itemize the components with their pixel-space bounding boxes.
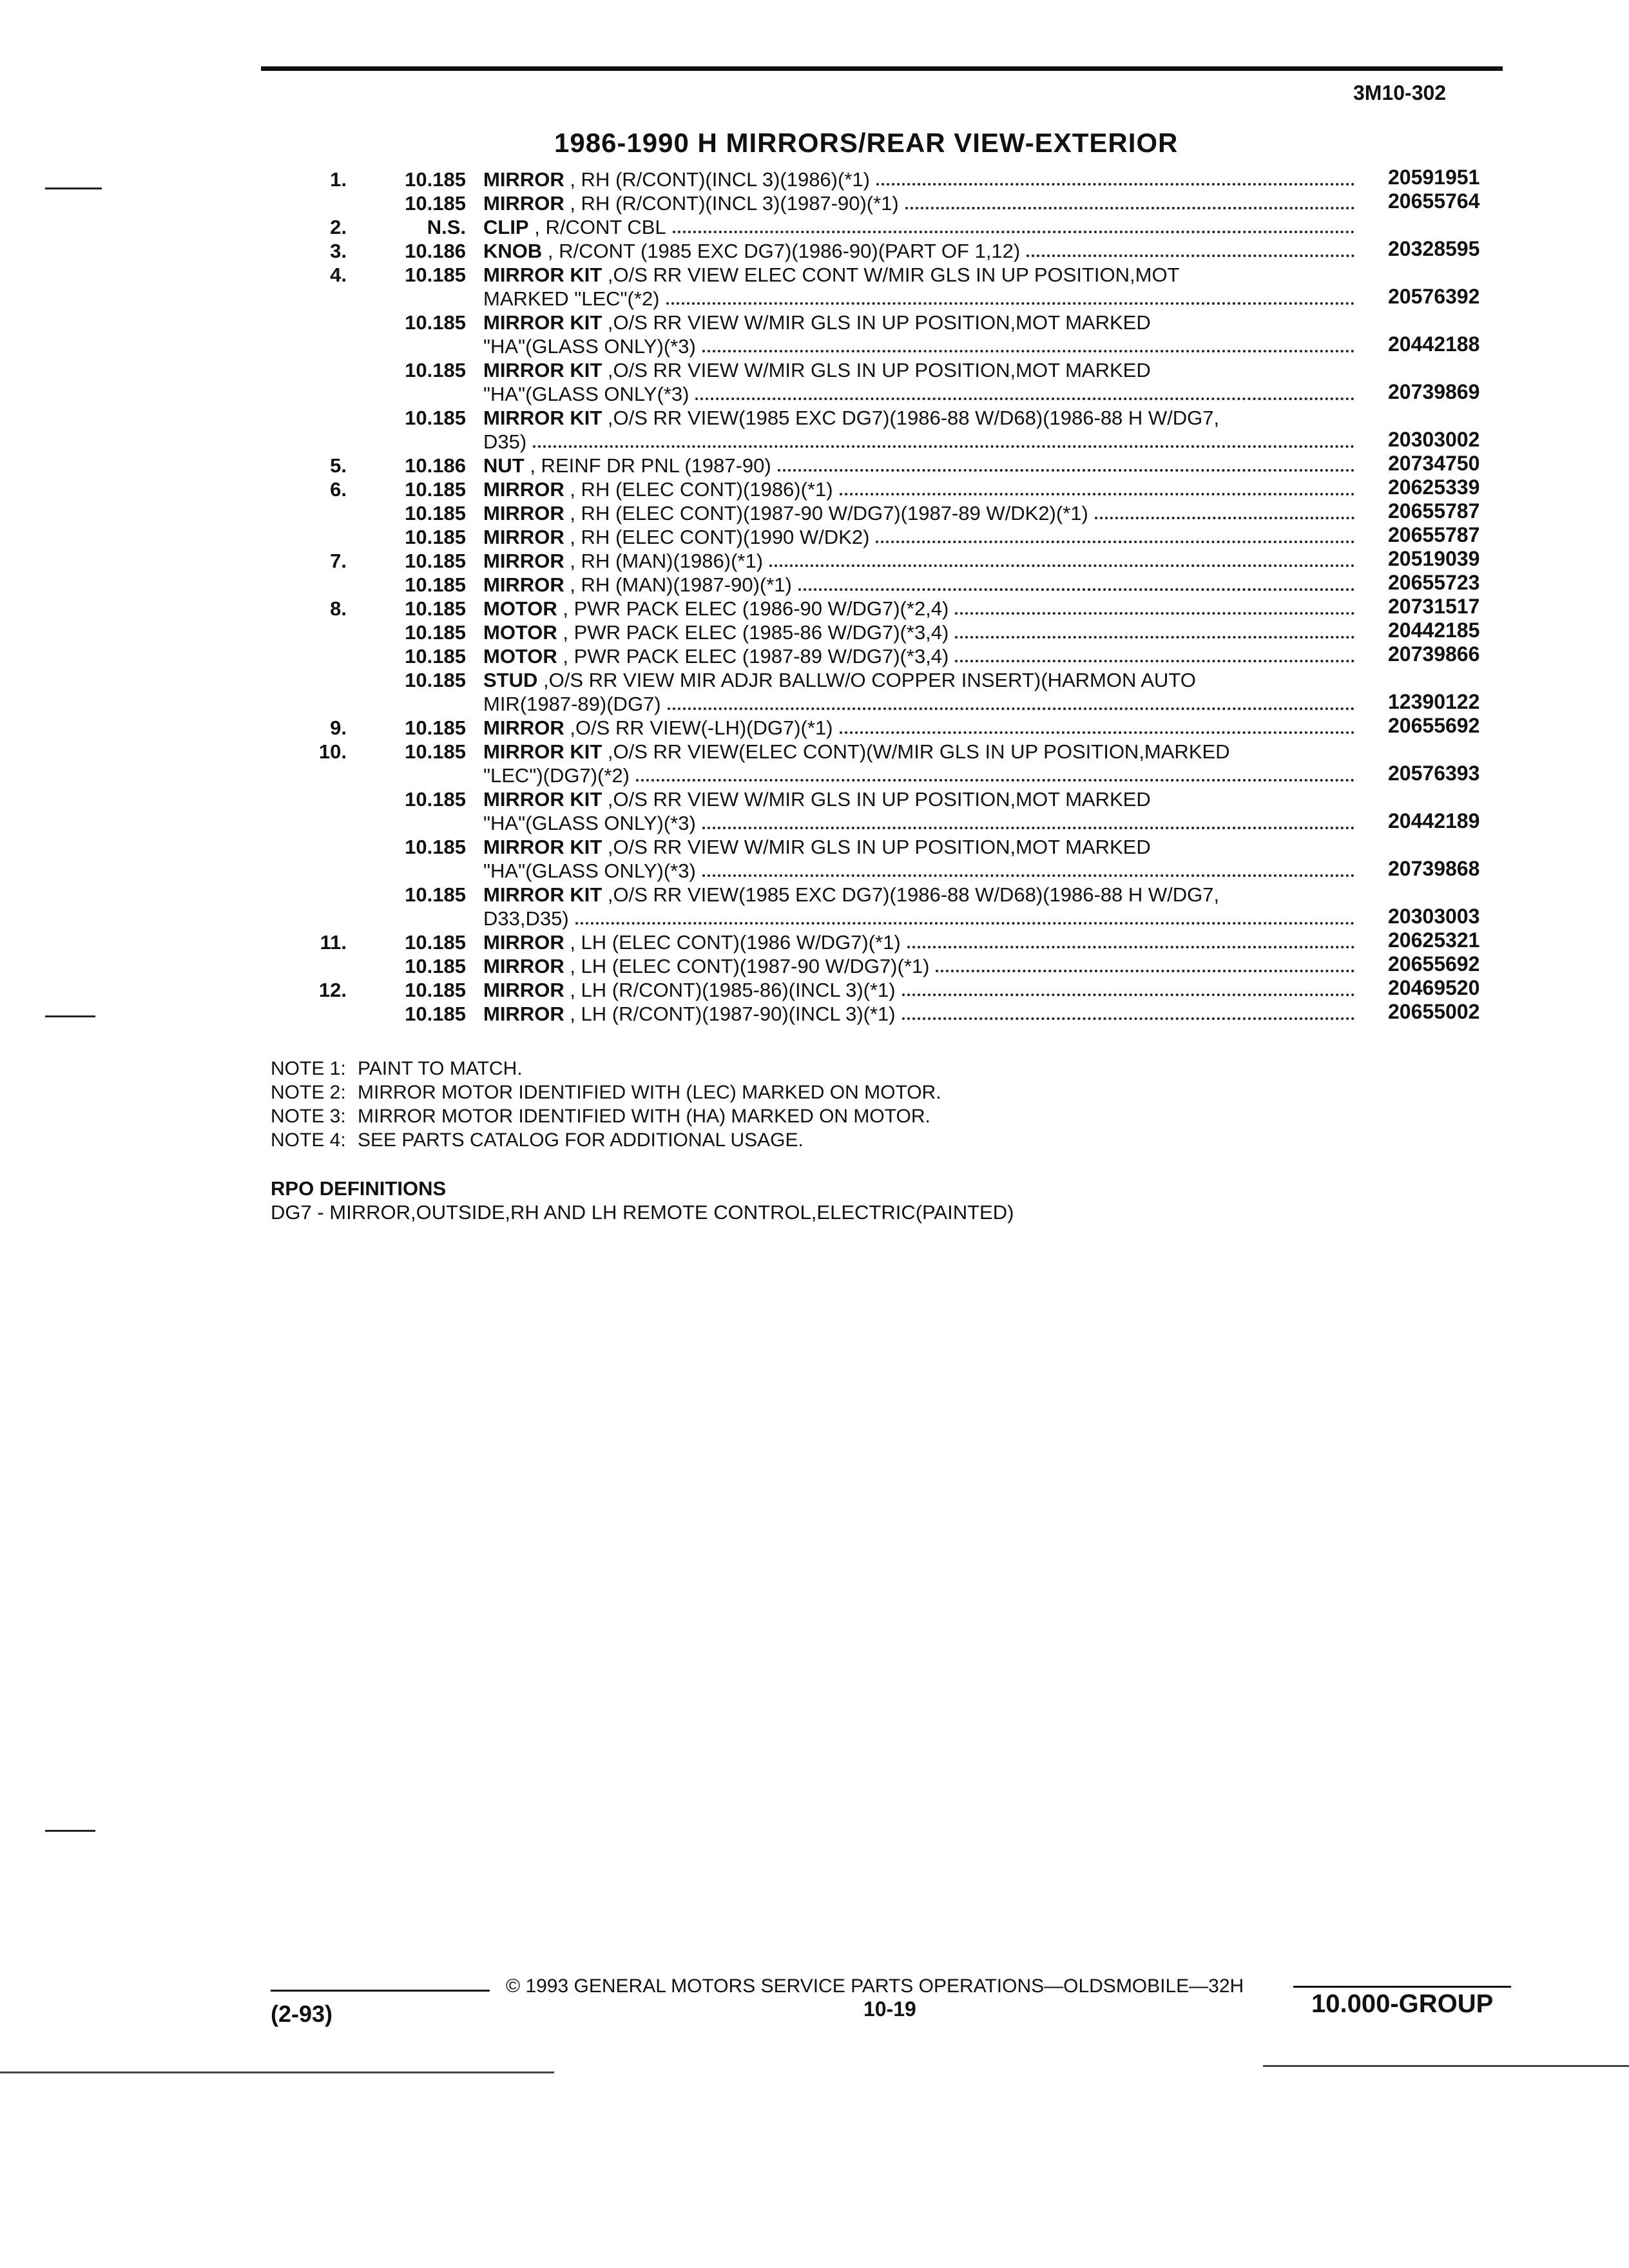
part-description (483, 716, 1360, 740)
part-row (0, 666, 1629, 690)
part-name: MIRROR (483, 931, 564, 954)
part-row (0, 928, 1629, 952)
part-description (483, 931, 1360, 954)
part-description (483, 478, 1360, 501)
rpo-section (271, 1177, 1014, 1224)
part-row (0, 428, 1629, 452)
part-row (0, 642, 1629, 666)
part-description (483, 264, 1180, 287)
part-row (0, 452, 1629, 476)
rpo-definition: DG7 - MIRROR,OUTSIDE,RH AND LH REMOTE CONTROL,ELECTRIC(PAINTED) (271, 1201, 1014, 1224)
part-number: 20328595 (1388, 237, 1480, 260)
part-number: 20655002 (1388, 1000, 1480, 1023)
group-number: N.S. (427, 216, 466, 238)
footer-rule-right (1293, 1986, 1511, 1988)
part-detail: ,O/S RR VIEW(1985 EXC DG7)(1986-88 W/D68)(1986-88 H W/DG7, (602, 407, 1220, 429)
part-detail: , PWR PACK ELEC (1986-90 W/DG7)(*2,4) (557, 597, 949, 620)
part-detail: , R/CONT (1985 EXC DG7)(1986-90)(PART OF 1,12) (542, 240, 1021, 262)
group-number: 10.185 (405, 931, 466, 954)
part-name: MIRROR (483, 192, 564, 215)
part-detail: "HA"(GLASS ONLY)(*3) (483, 812, 696, 834)
group-number: 10.185 (405, 407, 466, 429)
part-number: 20576392 (1388, 285, 1480, 308)
page-number: 10-19 (863, 1997, 916, 2021)
part-description (483, 550, 1360, 573)
dot-leader (778, 454, 1354, 472)
part-name: KNOB (483, 240, 543, 262)
part-detail: , PWR PACK ELEC (1985-86 W/DG7)(*3,4) (557, 621, 949, 644)
part-detail: ,O/S RR VIEW(1985 EXC DG7)(1986-88 W/D68)(1986-88 H W/DG7, (602, 883, 1220, 906)
part-row (0, 976, 1629, 1000)
part-number: 20442185 (1388, 619, 1480, 642)
note (271, 1128, 941, 1152)
page-title: 1986-1990 H MIRRORS/REAR VIEW-EXTERIOR (554, 128, 1179, 158)
part-detail: "LEC")(DG7)(*2) (483, 764, 630, 787)
group-number: 10.185 (405, 740, 466, 763)
part-detail: , R/CONT CBL (528, 216, 666, 238)
note (271, 1057, 941, 1081)
part-name: MOTOR (483, 621, 557, 644)
part-name: MOTOR (483, 597, 557, 620)
part-detail: , RH (ELEC CONT)(1987-90 W/DG7)(1987-89 W/DK2)(*1) (564, 502, 1088, 524)
part-detail: , PWR PACK ELEC (1987-89 W/DG7)(*3,4) (557, 645, 949, 668)
group-number: 10.185 (405, 168, 466, 191)
group-number: 10.185 (405, 597, 466, 620)
part-description (483, 907, 1360, 930)
part-name: MIRROR (483, 955, 564, 977)
bottom-edge-line (0, 2071, 554, 2073)
part-row (0, 952, 1629, 976)
part-description (483, 192, 1360, 215)
part-detail: ,O/S RR VIEW W/MIR GLS IN UP POSITION,MOT MARKED (602, 359, 1151, 381)
part-number: 20303003 (1388, 905, 1480, 928)
group-number: 10.186 (405, 454, 466, 477)
group-number: 10.185 (405, 883, 466, 906)
part-name: MIRROR (483, 502, 564, 524)
dot-leader (1027, 240, 1354, 257)
part-detail: "HA"(GLASS ONLY)(*3) (483, 335, 696, 358)
dot-leader (702, 860, 1354, 877)
note-label: NOTE 1: (271, 1058, 346, 1079)
part-number: 20576393 (1388, 762, 1480, 785)
part-detail: ,O/S RR VIEW(ELEC CONT)(W/MIR GLS IN UP POSITION,MARKED (602, 740, 1230, 763)
note-text: MIRROR MOTOR IDENTIFIED WITH (HA) MARKED ON MOTOR. (358, 1106, 930, 1127)
dot-leader (905, 192, 1354, 209)
group-label: 10.000-GROUP (1311, 1990, 1494, 2018)
note-label: NOTE 4: (271, 1129, 346, 1151)
part-name: MIRROR (483, 979, 564, 1001)
ref-number: 4. (330, 264, 347, 286)
group-number: 10.185 (405, 836, 466, 858)
dot-leader (907, 931, 1354, 948)
dot-leader (902, 1003, 1354, 1020)
part-row (0, 1000, 1629, 1024)
footer-rule-left (271, 1990, 490, 1992)
part-name: MIRROR KIT (483, 836, 602, 858)
part-number: 20734750 (1388, 452, 1480, 475)
part-description (483, 979, 1360, 1002)
part-detail: ,O/S RR VIEW ELEC CONT W/MIR GLS IN UP POSITION,MOT (602, 264, 1180, 286)
dot-leader (936, 955, 1354, 972)
dot-leader (702, 812, 1354, 829)
binder-hole-mark (45, 1015, 95, 1017)
part-description (483, 216, 1360, 239)
part-detail: , LH (ELEC CONT)(1986 W/DG7)(*1) (564, 931, 901, 954)
part-description (483, 1003, 1360, 1026)
ref-number: 2. (330, 216, 347, 238)
part-name: MIRROR KIT (483, 788, 602, 811)
ref-number: 8. (330, 597, 347, 620)
copyright-line: © 1993 GENERAL MOTORS SERVICE PARTS OPERATIONS—OLDSMOBILE—32H (506, 1975, 1244, 1997)
group-number: 10.186 (405, 240, 466, 262)
part-row (0, 309, 1629, 332)
part-detail: "HA"(GLASS ONLY(*3) (483, 383, 689, 405)
part-description (483, 764, 1360, 787)
part-name: MOTOR (483, 645, 557, 668)
part-number: 20442188 (1388, 332, 1480, 356)
date-code: (2-93) (271, 2001, 333, 2027)
part-detail: ,O/S RR VIEW W/MIR GLS IN UP POSITION,MOT MARKED (602, 836, 1151, 858)
part-name: NUT (483, 454, 525, 477)
part-description (483, 430, 1360, 454)
dot-leader (636, 764, 1354, 782)
part-detail: ,O/S RR VIEW MIR ADJR BALLW/O COPPER INSERT)(HARMON AUTO (537, 669, 1196, 691)
part-number: 20655764 (1388, 189, 1480, 213)
group-number: 10.185 (405, 526, 466, 548)
part-row (0, 833, 1629, 857)
part-name: MIRROR (483, 716, 564, 739)
part-row (0, 881, 1629, 905)
part-detail: ,O/S RR VIEW(-LH)(DG7)(*1) (564, 716, 833, 739)
dot-leader (840, 478, 1354, 495)
part-description (483, 335, 1360, 358)
part-number: 20739869 (1388, 380, 1480, 403)
part-detail: , RH (ELEC CONT)(1986)(*1) (564, 478, 833, 501)
dot-leader (876, 526, 1354, 543)
part-detail: , RH (ELEC CONT)(1990 W/DK2) (564, 526, 870, 548)
dot-leader (533, 430, 1354, 448)
part-row (0, 571, 1629, 595)
part-row (0, 619, 1629, 642)
part-row (0, 380, 1629, 404)
group-number: 10.185 (405, 550, 466, 572)
part-detail: , RH (MAN)(1987-90)(*1) (564, 573, 792, 596)
part-description (483, 788, 1151, 811)
ref-number: 11. (320, 931, 347, 954)
part-description (483, 812, 1360, 835)
part-description (483, 955, 1360, 978)
ref-number: 10. (318, 740, 347, 763)
part-number: 20625321 (1388, 928, 1480, 952)
part-row (0, 690, 1629, 714)
part-description (483, 883, 1219, 907)
part-detail: , REINF DR PNL (1987-90) (524, 454, 771, 477)
dot-leader (668, 693, 1354, 710)
part-description (483, 311, 1151, 334)
part-number: 20655787 (1388, 523, 1480, 546)
part-row (0, 905, 1629, 928)
binder-hole-mark (45, 187, 102, 189)
part-name: MIRROR KIT (483, 407, 602, 429)
bottom-edge-line (1263, 2065, 1629, 2067)
part-row (0, 189, 1629, 213)
part-number: 20442189 (1388, 809, 1480, 832)
part-description (483, 502, 1360, 525)
ref-number: 12. (318, 979, 347, 1001)
part-name: MIRROR KIT (483, 311, 602, 334)
part-row (0, 285, 1629, 309)
part-row (0, 523, 1629, 547)
part-name: MIRROR (483, 550, 564, 572)
group-number: 10.185 (405, 669, 466, 691)
dot-leader (955, 621, 1354, 639)
part-row (0, 738, 1629, 762)
group-number: 10.185 (405, 359, 466, 381)
ref-number: 1. (330, 168, 347, 191)
part-description (483, 526, 1360, 549)
dot-leader (955, 645, 1354, 662)
part-description (483, 693, 1360, 716)
part-description (483, 240, 1360, 263)
part-number: 20739868 (1388, 857, 1480, 880)
part-description (483, 836, 1151, 859)
group-number: 10.185 (405, 979, 466, 1001)
ref-number: 3. (330, 240, 347, 262)
note (271, 1104, 941, 1128)
part-name: CLIP (483, 216, 529, 238)
part-detail: MARKED "LEC"(*2) (483, 287, 660, 310)
part-number: 20591951 (1388, 166, 1480, 189)
part-detail: , LH (ELEC CONT)(1987-90 W/DG7)(*1) (564, 955, 930, 977)
part-row (0, 499, 1629, 523)
dot-leader (840, 716, 1354, 734)
part-name: STUD (483, 669, 538, 691)
part-name: MIRROR KIT (483, 883, 602, 906)
note-text: MIRROR MOTOR IDENTIFIED WITH (LEC) MARKED ON MOTOR. (358, 1082, 941, 1103)
part-description (483, 597, 1360, 620)
dot-leader (702, 335, 1354, 352)
dot-leader (1095, 502, 1354, 519)
part-detail: MIR(1987-89)(DG7) (483, 693, 661, 715)
dot-leader (876, 168, 1354, 186)
dot-leader (769, 550, 1354, 567)
dot-leader (695, 383, 1354, 400)
part-number: 20303002 (1388, 428, 1480, 451)
ref-number: 9. (330, 716, 347, 739)
dot-leader (666, 287, 1354, 305)
part-detail: "HA"(GLASS ONLY)(*3) (483, 860, 696, 882)
part-description (483, 287, 1360, 311)
group-number: 10.185 (405, 478, 466, 501)
note-text: SEE PARTS CATALOG FOR ADDITIONAL USAGE. (358, 1129, 804, 1151)
part-name: MIRROR KIT (483, 359, 602, 381)
group-number: 10.185 (405, 502, 466, 524)
part-description (483, 621, 1360, 644)
part-row (0, 547, 1629, 571)
part-row (0, 809, 1629, 833)
part-description (483, 359, 1151, 382)
group-number: 10.185 (405, 1003, 466, 1025)
part-detail: , RH (R/CONT)(INCL 3)(1987-90)(*1) (564, 192, 899, 215)
dot-leader (902, 979, 1354, 996)
part-row (0, 762, 1629, 785)
part-number: 12390122 (1388, 690, 1480, 713)
group-number: 10.185 (405, 311, 466, 334)
part-description (483, 645, 1360, 668)
part-description (483, 740, 1230, 764)
part-number: 20655692 (1388, 714, 1480, 737)
part-description (483, 573, 1360, 597)
part-number: 20519039 (1388, 547, 1480, 570)
note-label: NOTE 3: (271, 1106, 346, 1127)
part-number: 20655692 (1388, 952, 1480, 975)
binder-hole-mark (45, 1830, 95, 1832)
group-number: 10.185 (405, 645, 466, 668)
part-number: 20469520 (1388, 976, 1480, 999)
dot-leader (575, 907, 1354, 925)
part-detail: , LH (R/CONT)(1985-86)(INCL 3)(*1) (564, 979, 896, 1001)
ref-number: 6. (330, 478, 347, 501)
group-number: 10.185 (405, 621, 466, 644)
part-row (0, 237, 1629, 261)
part-row (0, 356, 1629, 380)
part-row (0, 785, 1629, 809)
part-description (483, 860, 1360, 883)
part-name: MIRROR (483, 573, 564, 596)
part-detail: ,O/S RR VIEW W/MIR GLS IN UP POSITION,MOT MARKED (602, 788, 1151, 811)
part-row (0, 332, 1629, 356)
dot-leader (673, 216, 1354, 233)
part-detail: D35) (483, 430, 527, 453)
part-row (0, 261, 1629, 285)
part-row (0, 166, 1629, 189)
notes-section (271, 1057, 941, 1152)
part-row (0, 714, 1629, 738)
part-row (0, 404, 1629, 428)
note (271, 1081, 941, 1104)
part-name: MIRROR (483, 526, 564, 548)
note-label: NOTE 2: (271, 1082, 346, 1103)
part-name: MIRROR KIT (483, 264, 602, 286)
part-description (483, 454, 1360, 477)
part-number: 20625339 (1388, 476, 1480, 499)
group-number: 10.185 (405, 716, 466, 739)
part-row (0, 476, 1629, 499)
ref-number: 7. (330, 550, 347, 572)
part-detail: , LH (R/CONT)(1987-90)(INCL 3)(*1) (564, 1003, 896, 1025)
part-description (483, 383, 1360, 406)
group-number: 10.185 (405, 573, 466, 596)
part-number: 20655723 (1388, 571, 1480, 594)
part-detail: , RH (R/CONT)(INCL 3)(1986)(*1) (564, 168, 870, 191)
group-number: 10.185 (405, 264, 466, 286)
part-detail: , RH (MAN)(1986)(*1) (564, 550, 764, 572)
part-name: MIRROR (483, 1003, 564, 1025)
dot-leader (955, 597, 1354, 615)
top-rule (261, 66, 1503, 71)
page-code: 3M10-302 (1353, 81, 1447, 104)
part-row (0, 213, 1629, 237)
dot-leader (798, 573, 1354, 591)
part-row (0, 595, 1629, 619)
part-detail: D33,D35) (483, 907, 569, 930)
part-name: MIRROR (483, 478, 564, 501)
part-number: 20739866 (1388, 642, 1480, 666)
part-name: MIRROR KIT (483, 740, 602, 763)
group-number: 10.185 (405, 955, 466, 977)
ref-number: 5. (330, 454, 347, 477)
part-description (483, 168, 1360, 191)
part-detail: ,O/S RR VIEW W/MIR GLS IN UP POSITION,MOT MARKED (602, 311, 1151, 334)
part-number: 20655787 (1388, 499, 1480, 523)
part-description (483, 407, 1219, 430)
part-description (483, 669, 1196, 692)
parts-list (0, 166, 1629, 1024)
part-name: MIRROR (483, 168, 564, 191)
group-number: 10.185 (405, 788, 466, 811)
part-row (0, 857, 1629, 881)
group-number: 10.185 (405, 192, 466, 215)
rpo-heading: RPO DEFINITIONS (271, 1177, 447, 1200)
note-text: PAINT TO MATCH. (358, 1058, 523, 1079)
part-number: 20731517 (1388, 595, 1480, 618)
